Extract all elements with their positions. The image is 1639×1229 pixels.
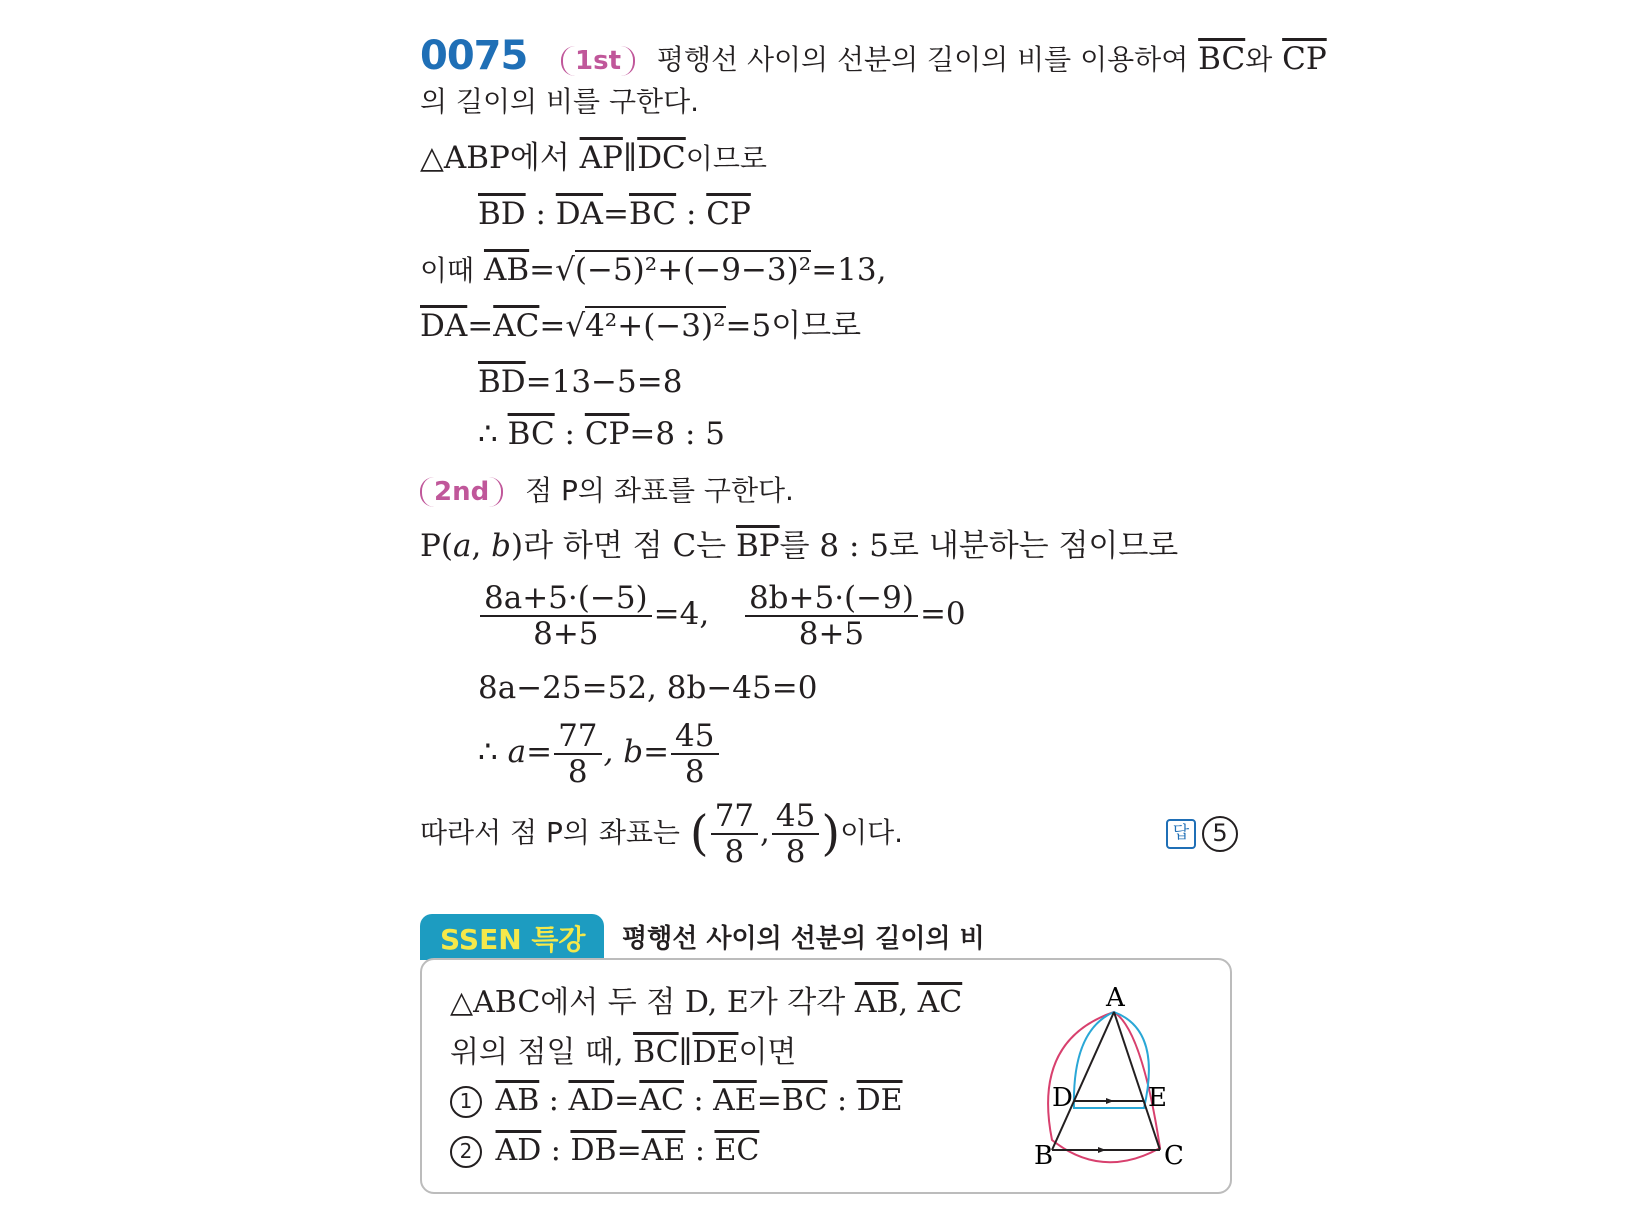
seg-cp-2: $\overline{CP}$ bbox=[706, 196, 751, 232]
step1-badge: 1st bbox=[561, 46, 635, 76]
fraction-x-eq: =4, bbox=[653, 596, 710, 632]
item1-seg-de: $\overline{DE}$ bbox=[856, 1083, 903, 1118]
therefore-symbol: ∴ bbox=[478, 416, 498, 452]
a-fraction bbox=[554, 719, 601, 789]
final-y-numerator: 45 bbox=[772, 799, 819, 835]
fraction-y-eq: =0 bbox=[919, 596, 966, 632]
triangle-abp-line bbox=[420, 138, 767, 179]
ssen-line1: △ABC에서 두 점 D, E가 각각 $\overline{AB}$, $\overline{AC}$ bbox=[450, 985, 963, 1020]
step1-mid: 와 bbox=[1245, 43, 1273, 76]
final-fraction-x bbox=[711, 799, 758, 869]
fraction-x-numerator: 8a+5·(−5) bbox=[480, 581, 652, 617]
item1-seg-ad: $\overline{AD}$ bbox=[568, 1083, 615, 1118]
ssen-label: SSEN 특강 bbox=[440, 923, 586, 956]
seg-ac: $\overline{AC}$ bbox=[493, 308, 540, 344]
ssen-seg-de: $\overline{DE}$ bbox=[692, 1035, 739, 1070]
parallel-sign: ∥ bbox=[622, 140, 638, 176]
var-b: b bbox=[491, 528, 512, 564]
fraction-x-denominator: 8+5 bbox=[533, 615, 599, 652]
p-text-c: 를 8 : 5로 내분하는 점이므로 bbox=[779, 528, 1179, 564]
item1-number: 1 bbox=[450, 1086, 482, 1118]
item2-seg-ec: $\overline{EC}$ bbox=[714, 1133, 760, 1168]
ratio-result-line: ∴ $\overline{BC}$ : $\overline{CP}=8$ : 5 bbox=[478, 416, 725, 452]
b-fraction bbox=[671, 719, 718, 789]
seg-da-2: $\overline{DA}$ bbox=[420, 308, 468, 344]
final-fraction-y bbox=[772, 799, 819, 869]
linear-equations: 8a−25=52, 8b−45=0 bbox=[478, 670, 818, 706]
seg-ab: $\overline{AB}$ bbox=[483, 252, 530, 288]
fraction-y bbox=[745, 581, 918, 651]
ssen-item1: 1 $\overline{AB}$ : $\overline{AD}=\overline{AC}$ : $\overline{AE}=\overline{BC}$ : $\overline{DE}$ bbox=[450, 1082, 903, 1120]
final-answer-line: 따라서 점 P의 좌표는 ( $\frac{77}{8}$ , $\frac{45}{8}$ )이다. bbox=[420, 797, 904, 870]
a-equals: a= bbox=[507, 734, 553, 770]
side-ac bbox=[1114, 1012, 1160, 1150]
da-length-line: $\overline{DA}=\overline{AC}=√4^2+(-3)^2=5$이므로 bbox=[420, 308, 862, 344]
fraction-equations bbox=[478, 578, 966, 651]
bd-calc: =13−5=8 bbox=[525, 364, 683, 400]
arrow-bc-icon bbox=[1098, 1147, 1106, 1153]
p-text-b: )라 하면 점 C는 bbox=[511, 528, 727, 564]
item1-seg-ab: $\overline{AB}$ bbox=[495, 1083, 540, 1118]
label-d: D bbox=[1052, 1083, 1073, 1113]
item1-seg-ae: $\overline{AE}$ bbox=[713, 1083, 757, 1118]
seg-bc-3: $\overline{BC}$ bbox=[507, 416, 555, 452]
ssen-seg-ac: $\overline{AC}$ bbox=[917, 985, 963, 1020]
label-b: B bbox=[1034, 1141, 1054, 1171]
seg-cp-3: $\overline{CP}$ bbox=[584, 416, 630, 452]
item1-seg-ac: $\overline{AC}$ bbox=[639, 1083, 684, 1118]
ssen-line2-pre: 위의 점일 때, bbox=[450, 1035, 624, 1070]
a-numerator: 77 bbox=[554, 719, 601, 755]
ab-length-line: 이때 $\overline{AB}=√(-5)^2+(-9-3)^2=13$, bbox=[420, 252, 887, 288]
arrow-de-icon bbox=[1106, 1098, 1114, 1104]
seg-bc: $\overline{BC}$ bbox=[1198, 41, 1246, 77]
triangle-diagram bbox=[972, 980, 1222, 1190]
ab-result: =13, bbox=[811, 252, 887, 288]
seg-bp: $\overline{BP}$ bbox=[735, 528, 780, 564]
bd-line bbox=[478, 362, 682, 402]
final-y-denominator: 8 bbox=[785, 833, 806, 870]
step2-line bbox=[420, 470, 794, 512]
b-numerator: 45 bbox=[671, 719, 718, 755]
ab-radicand: (−5)²+(−9−3)² bbox=[574, 252, 812, 288]
problem-number: 0075 bbox=[420, 33, 528, 79]
item1-seg-bc: $\overline{BC}$ bbox=[781, 1083, 828, 1118]
answer-area bbox=[1166, 812, 1238, 852]
step1-cont: 의 길이의 비를 구한다. bbox=[420, 85, 700, 118]
ratio-line: $\overline{BD}$ : $\overline{DA}=\overline{BC}$ : $\overline{CP}$ bbox=[478, 196, 751, 232]
final-x-numerator: 77 bbox=[711, 799, 758, 835]
ssen-seg-ab: $\overline{AB}$ bbox=[854, 985, 899, 1020]
side-ab bbox=[1052, 1012, 1114, 1150]
solution-values bbox=[478, 716, 721, 789]
tri-abp-text: △ABP에서 bbox=[420, 140, 570, 176]
a-denominator: 8 bbox=[567, 753, 588, 790]
answer-badge: 답 bbox=[1166, 819, 1196, 849]
therefore-symbol-2: ∴ bbox=[478, 734, 498, 770]
ratio-value: =8 : 5 bbox=[629, 416, 725, 452]
label-c: C bbox=[1164, 1141, 1184, 1171]
p-comma: , bbox=[471, 528, 492, 564]
step2-text: 점 P의 좌표를 구한다. bbox=[525, 474, 794, 507]
step1-text: 평행선 사이의 선분의 길이의 비를 이용하여 bbox=[656, 43, 1189, 76]
item2-number: 2 bbox=[450, 1136, 482, 1168]
ssen-box bbox=[420, 958, 1232, 1194]
b-equals: , b= bbox=[603, 734, 670, 770]
final-x-denominator: 8 bbox=[724, 833, 745, 870]
ac-result: =5이므로 bbox=[725, 308, 862, 344]
final-post: 이다. bbox=[840, 816, 904, 849]
ssen-line2-post: 이면 bbox=[738, 1035, 797, 1070]
fraction-y-denominator: 8+5 bbox=[798, 615, 865, 652]
seg-bd: $\overline{BD}$ bbox=[478, 196, 526, 232]
b-denominator: 8 bbox=[684, 753, 705, 790]
item2-seg-ad: $\overline{AD}$ bbox=[495, 1133, 542, 1168]
p-open: P( bbox=[420, 528, 453, 564]
item2-seg-ae: $\overline{AE}$ bbox=[641, 1133, 686, 1168]
ssen-line2: 위의 점일 때, $\overline{BC}\parallel\overline{DE}$이면 bbox=[450, 1035, 797, 1070]
item2-seg-db: $\overline{DB}$ bbox=[570, 1133, 617, 1168]
ab-pre: 이때 bbox=[420, 254, 475, 287]
ssen-line1-pre: △ABC에서 두 점 D, E가 각각 bbox=[450, 985, 846, 1020]
ssen-item2: 2 $\overline{AD}$ : $\overline{DB}=\overline{AE}$ : $\overline{EC}$ bbox=[450, 1132, 759, 1170]
imeuro-text: 이므로 bbox=[685, 142, 767, 175]
problem-header bbox=[420, 33, 1327, 81]
p-definition-line bbox=[420, 526, 1178, 566]
label-a: A bbox=[1106, 983, 1125, 1013]
final-pre: 따라서 점 P의 좌표는 bbox=[420, 816, 680, 849]
fraction-y-numerator: 8b+5·(−9) bbox=[745, 581, 918, 617]
label-e: E bbox=[1148, 1083, 1167, 1113]
seg-ap: $\overline{AP}$ bbox=[579, 140, 623, 176]
seg-dc: $\overline{DC}$ bbox=[637, 140, 686, 176]
var-a: a bbox=[452, 528, 472, 564]
ssen-seg-bc: $\overline{BC}$ bbox=[633, 1035, 679, 1070]
ssen-title: 평행선 사이의 선분의 길이의 비 bbox=[622, 924, 985, 954]
ac-radicand: 4²+(−3)² bbox=[585, 308, 726, 344]
seg-bc-2: $\overline{BC}$ bbox=[629, 196, 677, 232]
seg-bd-2: $\overline{BD}$ bbox=[478, 364, 526, 400]
seg-da: $\overline{DA}$ bbox=[555, 196, 604, 232]
fraction-x bbox=[480, 581, 652, 651]
seg-cp: $\overline{CP}$ bbox=[1282, 41, 1327, 77]
step2-badge: 2nd bbox=[420, 477, 503, 507]
answer-circle: 5 bbox=[1202, 816, 1238, 852]
